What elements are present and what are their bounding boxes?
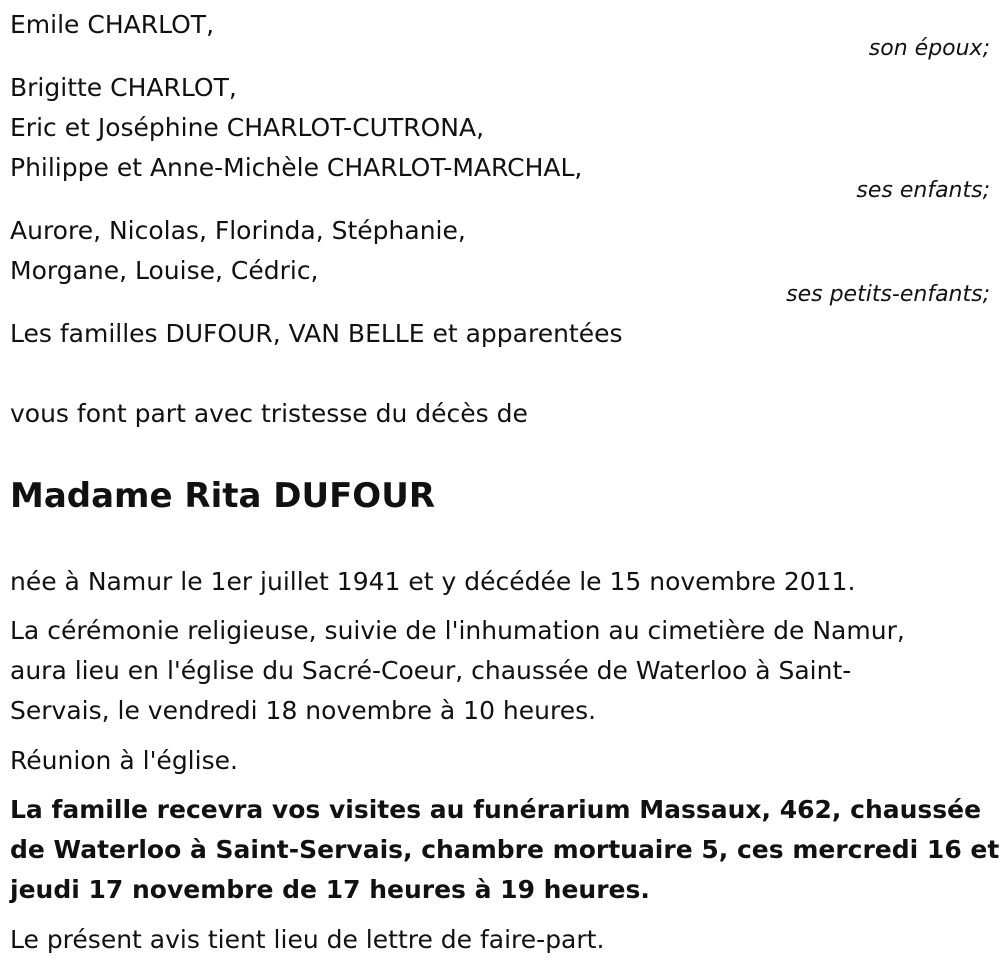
- visits-line-3: jeudi 17 novembre de 17 heures à 19 heures.: [10, 875, 650, 904]
- ceremony-line-2: aura lieu en l'église du Sacré-Coeur, chaussée de Waterloo à Saint-: [10, 656, 852, 685]
- child-line-1: Brigitte CHARLOT,: [10, 73, 237, 102]
- families-line: Les familles DUFOUR, VAN BELLE et apparentées: [10, 319, 623, 348]
- meeting-line: Réunion à l'église.: [10, 746, 238, 775]
- grandchildren-line-1: Aurore, Nicolas, Florinda, Stéphanie,: [10, 216, 466, 245]
- spouse-role: son époux;: [868, 36, 990, 61]
- children-role: ses enfants;: [856, 178, 990, 203]
- child-line-2: Eric et Joséphine CHARLOT-CUTRONA,: [10, 113, 485, 142]
- child-line-3: Philippe et Anne-Michèle CHARLOT-MARCHAL,: [10, 153, 583, 182]
- ceremony-line-3: Servais, le vendredi 18 novembre à 10 heures.: [10, 696, 597, 725]
- birth-death-line: née à Namur le 1er juillet 1941 et y décédée le 15 novembre 2011.: [10, 567, 856, 596]
- ceremony-line-1: La cérémonie religieuse, suivie de l'inhumation au cimetière de Namur,: [10, 616, 905, 645]
- closing-line: Le présent avis tient lieu de lettre de faire-part.: [10, 925, 605, 954]
- grandchildren-role: ses petits-enfants;: [786, 282, 990, 307]
- announcement-text: vous font part avec tristesse du décès de: [10, 399, 528, 428]
- deceased-name: Madame Rita DUFOUR: [10, 476, 435, 516]
- visits-line-2: de Waterloo à Saint-Servais, chambre mortuaire 5, ces mercredi 16 et: [10, 835, 1000, 864]
- spouse-name: Emile CHARLOT,: [10, 10, 215, 39]
- visits-line-1: La famille recevra vos visites au funérarium Massaux, 462, chaussée: [10, 795, 982, 824]
- grandchildren-line-2: Morgane, Louise, Cédric,: [10, 256, 319, 285]
